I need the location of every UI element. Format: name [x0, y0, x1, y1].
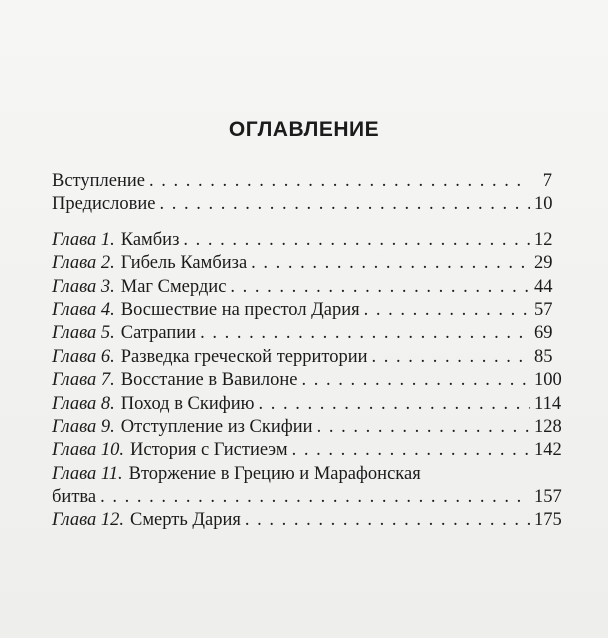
chapter-title: Сатрапии [120, 323, 197, 344]
dot-leader [317, 416, 530, 439]
dot-leader [100, 486, 530, 509]
chapter-label: Глава 2. [52, 253, 115, 274]
chapter-title: Восстание в Вавилоне [120, 370, 298, 391]
toc-entry-chapter-12 [52, 509, 562, 532]
dot-leader [159, 193, 530, 216]
toc-entry-chapter-8 [52, 393, 562, 416]
chapter-label: Глава 3. [52, 276, 115, 297]
chapter-title-continued: битва [52, 487, 97, 508]
chapter-label: Глава 5. [52, 323, 115, 344]
toc-entry-chapter-6 [52, 346, 552, 369]
table-of-contents [52, 170, 562, 533]
chapter-title: Смерть Дария [130, 510, 241, 531]
dot-leader [149, 170, 530, 193]
page-title: ОГЛАВЛЕНИЕ [228, 118, 380, 141]
toc-entry-chapter-11-line-2 [52, 486, 562, 509]
chapter-label: Глава 1. [52, 229, 115, 250]
dot-leader [230, 276, 530, 299]
chapter-page: 114 [534, 393, 562, 414]
chapter-label: Глава 8. [52, 393, 115, 414]
chapter-title: Восшествие на престол Дария [120, 299, 360, 320]
chapter-page: 44 [534, 276, 553, 297]
chapter-title: Маг Смердис [120, 276, 227, 297]
chapter-page: 128 [534, 416, 562, 437]
dot-leader [183, 229, 530, 252]
dot-leader [259, 393, 531, 416]
chapter-label: Глава 12. [52, 510, 124, 531]
toc-entry-title: Предисловие [52, 194, 156, 215]
toc-entry-page: 7 [542, 171, 552, 191]
chapter-label: Глава 4. [52, 299, 115, 320]
chapter-page: 100 [534, 370, 562, 391]
toc-entry-chapter-5 [52, 322, 552, 345]
toc-entry-chapter-11-line-1 [52, 463, 552, 486]
chapter-page: 69 [534, 323, 553, 344]
chapter-page: 57 [534, 299, 553, 320]
toc-entry-chapter-2 [52, 252, 552, 275]
dot-leader [251, 252, 530, 275]
chapter-title: Камбиз [120, 229, 180, 250]
chapter-label: Глава 6. [52, 346, 115, 367]
chapter-page: 85 [534, 346, 553, 367]
chapter-page: 157 [534, 487, 562, 508]
chapter-label: Глава 11. [52, 463, 123, 484]
chapter-label: Глава 7. [52, 370, 115, 391]
chapter-title: Разведка греческой территории [120, 346, 368, 367]
chapter-label: Глава 9. [52, 416, 115, 437]
toc-entry-chapter-3 [52, 276, 552, 299]
chapter-page: 12 [534, 229, 553, 250]
chapter-title: Поход в Скифию [120, 393, 255, 414]
chapter-page: 29 [534, 253, 553, 274]
toc-entry-chapter-10 [52, 439, 562, 462]
chapter-title: Вторжение в Грецию и Марафонская [128, 463, 421, 484]
chapter-label: Глава 10. [52, 440, 124, 461]
toc-entry-chapter-1 [52, 229, 552, 252]
toc-entry-chapter-9 [52, 416, 562, 439]
chapter-page: 142 [534, 440, 562, 461]
dot-leader [200, 322, 530, 345]
toc-entry-front-1 [52, 170, 552, 193]
dot-leader [372, 346, 530, 369]
toc-entry-front-2 [52, 193, 552, 216]
dot-leader [302, 369, 530, 392]
toc-entry-chapter-4 [52, 299, 552, 322]
dot-leader [364, 299, 530, 322]
chapter-title: История с Гистиеэм [130, 440, 288, 461]
chapter-title: Отступление из Скифии [120, 416, 313, 437]
toc-entry-page: 10 [534, 194, 553, 215]
dot-leader [292, 439, 530, 462]
dot-leader [245, 509, 530, 532]
chapter-page: 175 [534, 510, 562, 531]
toc-entry-title: Вступление [52, 171, 145, 191]
chapter-title: Гибель Камбиза [120, 253, 248, 274]
toc-entry-chapter-7 [52, 369, 562, 392]
